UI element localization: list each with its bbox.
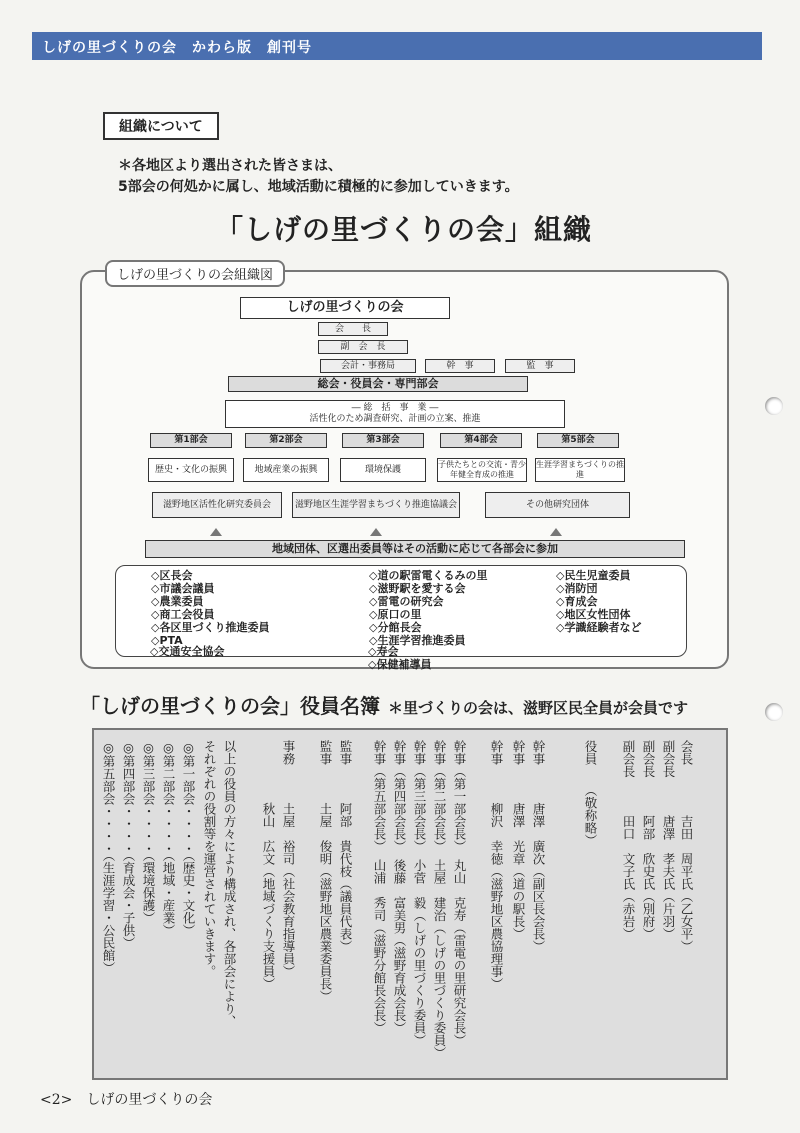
punch-hole: [765, 397, 783, 415]
dept-3-box: 第3部会: [342, 433, 424, 448]
up-arrow-icon: [370, 528, 382, 536]
revitalization-committee-box: 滋野地区活性化研究委員会: [152, 492, 282, 518]
other-research-box: その他研究団体: [485, 492, 630, 518]
list-item: ◇寿会: [368, 645, 399, 658]
dept-2-box: 第2部会: [245, 433, 327, 448]
list-item: ◇雷電の研究会: [369, 595, 444, 608]
list-item: ◇区長会: [151, 569, 193, 582]
list-item: ◇各区里づくり推進委員: [151, 621, 270, 634]
lifelong-learning-council-box: 滋野地区生涯学習まちづくり推進協議会: [292, 492, 460, 518]
roster-column: それぞれの役割等を運営されていきます。: [202, 740, 217, 978]
lead-line-1: ＊各地区より選出された皆さまは、: [118, 158, 342, 174]
list-item: ◇道の駅雷電くるみの里: [369, 569, 488, 582]
secretary-box: 幹 事: [425, 359, 495, 373]
roster-column: 副会長 阿部 欣史氏（別府）: [641, 740, 656, 940]
theme-5-box: 生涯学習まちづくりの推進: [535, 458, 625, 482]
dept-4-box: 第4部会: [440, 433, 522, 448]
roster-column: ◎第二部会・・・・（地域・産業）: [161, 740, 176, 937]
roster-column: 役員 （敬称略）: [583, 740, 598, 847]
list-item: ◇原口の里: [369, 608, 422, 621]
auditor-box: 監 事: [505, 359, 575, 373]
roster-title: 「しげの里づくりの会」役員名簿: [80, 694, 380, 718]
list-item: ◇分館長会: [369, 621, 422, 634]
theme-4-box: 子供たちとの交流・青少年健全育成の推進: [437, 458, 527, 482]
punch-hole: [765, 703, 783, 721]
roster-column: 幹事（第五部会長） 山浦 秀司（滋野分館長会長）: [372, 740, 387, 1034]
list-item: ◇PTA: [151, 634, 183, 647]
list-item: ◇滋野駅を愛する会: [369, 582, 466, 595]
roster-column: 監事 阿部 貴代枝（議員代表）: [338, 740, 353, 953]
up-arrow-icon: [550, 528, 562, 536]
member-groups-col-3: [556, 569, 641, 634]
member-groups-col-1: [151, 569, 269, 647]
member-groups-col-1-tail: [150, 645, 224, 658]
issue-header-text: しげの里づくりの会 かわら版 創刊号: [42, 40, 312, 56]
list-item: ◇市議会議員: [151, 582, 215, 595]
theme-1-box: 歴史・文化の振興: [148, 458, 234, 482]
dept-5-box: 第5部会: [537, 433, 619, 448]
lead-line-2: 5部会の何処かに属し、地域活動に積極的に参加していきます。: [118, 179, 519, 195]
list-item: ◇農業委員: [151, 595, 204, 608]
page-title: 「しげの里づくりの会」組織: [215, 213, 593, 246]
theme-2-box: 地域産業の振興: [243, 458, 329, 482]
member-groups-col-2: [369, 569, 487, 647]
accounting-box: 会計・事務局: [320, 359, 416, 373]
roster-column: 幹事 唐澤 廣次（副区長会長）: [531, 740, 546, 953]
member-groups-scroll: [115, 565, 687, 657]
roster-column: 副会長 田口 文子氏（赤岩）: [621, 740, 636, 940]
list-item: ◇民生児童委員: [556, 569, 631, 582]
general-business-title: ― 総 括 事 業 ―: [351, 403, 439, 414]
roster-column: 以上の役員の方々により構成され、各部会により、: [222, 740, 237, 1028]
theme-3-box: 環境保護: [340, 458, 426, 482]
list-item: ◇消防団: [556, 582, 598, 595]
roster-note: ＊里づくりの会は、滋野区民全員が会員です: [388, 699, 689, 717]
list-item: ◇生涯学習推進委員: [369, 634, 466, 647]
roster-column: ◎第五部会・・・・（生涯学習・公民館）: [101, 740, 116, 974]
up-arrow-icon: [210, 528, 222, 536]
section-label-organization: 組織について: [103, 112, 219, 140]
issue-header-bar: [32, 32, 762, 60]
roster-column: ◎第三部会・・・・（環境保護）: [141, 740, 156, 924]
list-item: ◇育成会: [556, 595, 598, 608]
general-business-desc: 活性化のため調査研究、計画の立案、推進: [309, 414, 481, 424]
page-footer: <2> しげの里づくりの会: [40, 1092, 213, 1108]
org-top-box: しげの里づくりの会: [240, 297, 450, 319]
general-business-box: [225, 400, 565, 428]
participation-banner: 地域団体、区選出委員等はその活動に応じて各部会に参加: [145, 540, 685, 558]
roster-column: 幹事 柳沢 幸徳（滋野地区農協理事）: [489, 740, 504, 990]
list-item: ◇保健補導員: [368, 658, 432, 671]
roster-column: 副会長 唐澤 孝夫氏（片羽）: [661, 740, 676, 940]
roster-column: 会長 吉田 周平氏（乙女平）: [679, 740, 694, 953]
org-chart-tab-label: しげの里づくりの会組織図: [105, 260, 285, 287]
roster-column: 幹事（第一部会長） 丸山 克寿（雷電の里研究会長）: [452, 740, 467, 1047]
list-item: ◇地区女性団体: [556, 608, 631, 621]
roster-column: ◎第四部会・・・・（育成会・子供）: [121, 740, 136, 949]
chairman-box: 会 長: [318, 322, 388, 336]
general-meeting-box: 総会・役員会・専門部会: [228, 376, 528, 392]
list-item: ◇交通安全協会: [150, 645, 225, 658]
roster-column: 事務 土屋 裕司（社会教育指導員）: [281, 740, 296, 978]
roster-column: 秋山 広文（地域づくり支援員）: [261, 740, 276, 990]
roster-column: 幹事（第二部会長） 土屋 建治（しげの里づくり委員）: [432, 740, 447, 1059]
roster-column: 幹事 唐澤 光章（道の駅長）: [511, 740, 526, 940]
vice-chairman-box: 副 会 長: [318, 340, 408, 354]
list-item: ◇商工会役員: [151, 608, 215, 621]
dept-1-box: 第1部会: [150, 433, 232, 448]
roster-column: 幹事（第三部会長） 小菅 毅（しげの里づくり委員）: [412, 740, 427, 1047]
roster-column: 監事 土屋 俊明（滋野地区農業委員長）: [318, 740, 333, 1003]
roster-column: ◎第一部会・・・・（歴史・文化）: [181, 740, 196, 937]
member-groups-col-2-tail: [368, 645, 431, 671]
list-item: ◇学識経験者など: [556, 621, 642, 634]
roster-column: 幹事（第四部会長） 後藤 富美男（滋野育成会長）: [392, 740, 407, 1034]
